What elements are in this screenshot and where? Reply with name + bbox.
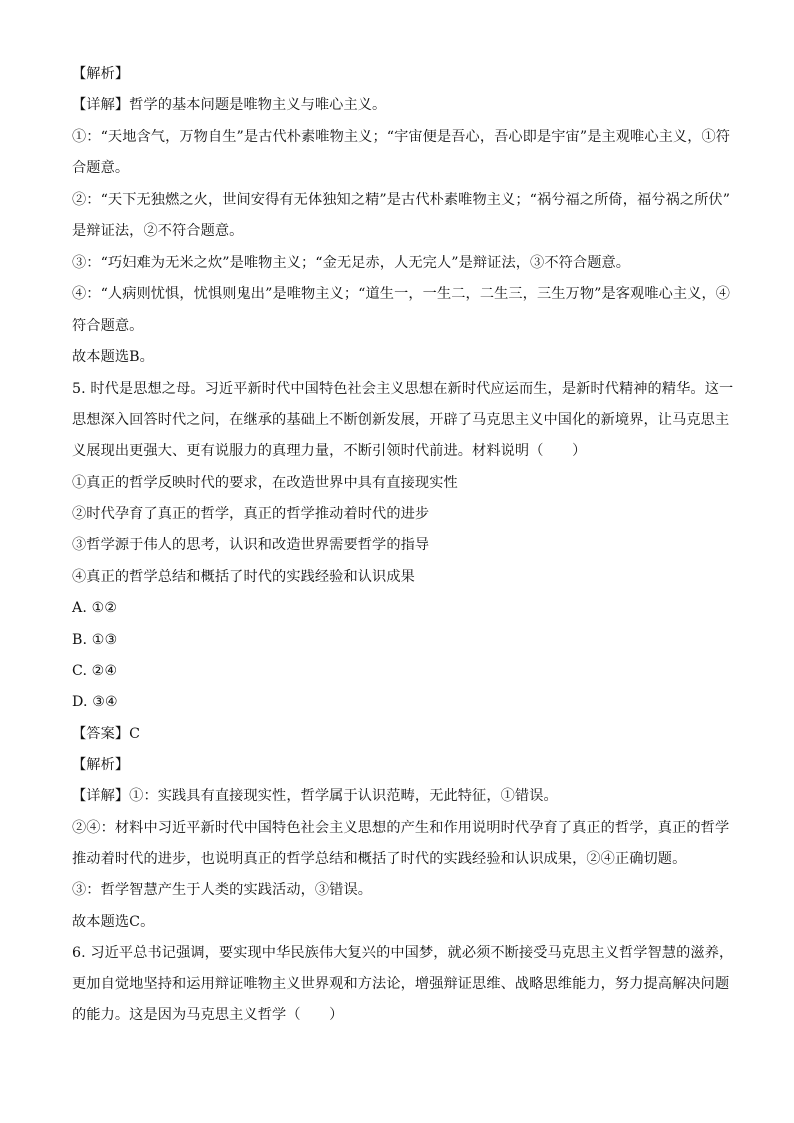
text-line: ③：“巧妇难为无米之炊”是唯物主义；“金无足赤，人无完人”是辩证法，③不符合题意。 [72,255,631,271]
statement-item: ③哲学源于伟人的思考，认识和改造世界需要哲学的指导 [72,537,430,553]
question-5-stem: 思想深入回答时代之问，在继承的基础上不断创新发展，开辟了马克思主义中国化的新境界，让马克思主 [72,412,730,428]
question-6-stem: 的能力。这是因为马克思主义哲学（ ） [72,1007,344,1023]
analysis-heading: 【解析】 [72,66,130,82]
text-line: 合题意。 [72,160,130,176]
option-b: B. ①③ [72,632,118,648]
detail-intro: 【详解】哲学的基本问题是唯物主义与唯心主义。 [72,97,387,113]
text-line: ③：哲学智慧产生于人类的实践活动，③错误。 [72,882,373,898]
text-line: ②④：材料中习近平新时代中国特色社会主义思想的产生和作用说明时代孕育了真正的哲学，真正的哲学 [72,820,730,836]
text-line: 符合题意。 [72,318,144,334]
question-6-stem: 更加自觉地坚持和运用辩证唯物主义世界观和方法论，增强辩证思维、战略思维能力，努力提高解决问题 [72,976,730,992]
text-line: 推动着时代的进步，也说明真正的哲学总结和概括了时代的实践经验和认识成果，②④正确切题。 [72,851,687,867]
option-c: C. ②④ [72,663,118,679]
answer-conclusion: 故本题选C。 [72,914,155,930]
answer-label: 【答案】C [72,726,141,742]
option-a: A. ①② [72,600,118,616]
text-line: 是辩证法，②不符合题意。 [72,223,244,239]
question-5-stem: 5. 时代是思想之母。习近平新时代中国特色社会主义思想在新时代应运而生，是新时代精神的精华。这一 [72,381,734,397]
question-6-stem: 6. 习近平总书记强调，要实现中华民族伟大复兴的中国梦，就必须不断接受马克思主义哲学智慧的滋养， [72,945,734,961]
statement-item: ④真正的哲学总结和概括了时代的实践经验和认识成果 [72,569,415,585]
question-5-stem: 义展现出更强大、更有说服力的真理力量，不断引领时代前进。材料说明（ ） [72,443,587,459]
statement-item: ①真正的哲学反映时代的要求，在改造世界中具有直接现实性 [72,475,458,491]
statement-item: ②时代孕育了真正的哲学，真正的哲学推动着时代的进步 [72,506,430,522]
option-d: D. ③④ [72,694,118,710]
text-line: ④：“人病则忧惧，忧惧则鬼出”是唯物主义；“道生一，一生二，二生三，三生万物”是客观唯心主义，④ [72,286,731,302]
answer-conclusion: 故本题选B。 [72,349,154,365]
text-line: ①：“天地含气，万物自生”是古代朴素唯物主义；“宇宙便是吾心，吾心即是宇宙”是主观唯心主义，①符 [72,129,731,145]
detail-intro: 【详解】①：实践具有直接现实性，哲学属于认识范畴，无此特征，①错误。 [72,788,558,804]
analysis-heading: 【解析】 [72,757,130,773]
text-line: ②：“天下无独燃之火，世间安得有无体独知之精”是古代朴素唯物主义；“祸兮福之所倚，福兮祸之所伏” [72,192,731,208]
